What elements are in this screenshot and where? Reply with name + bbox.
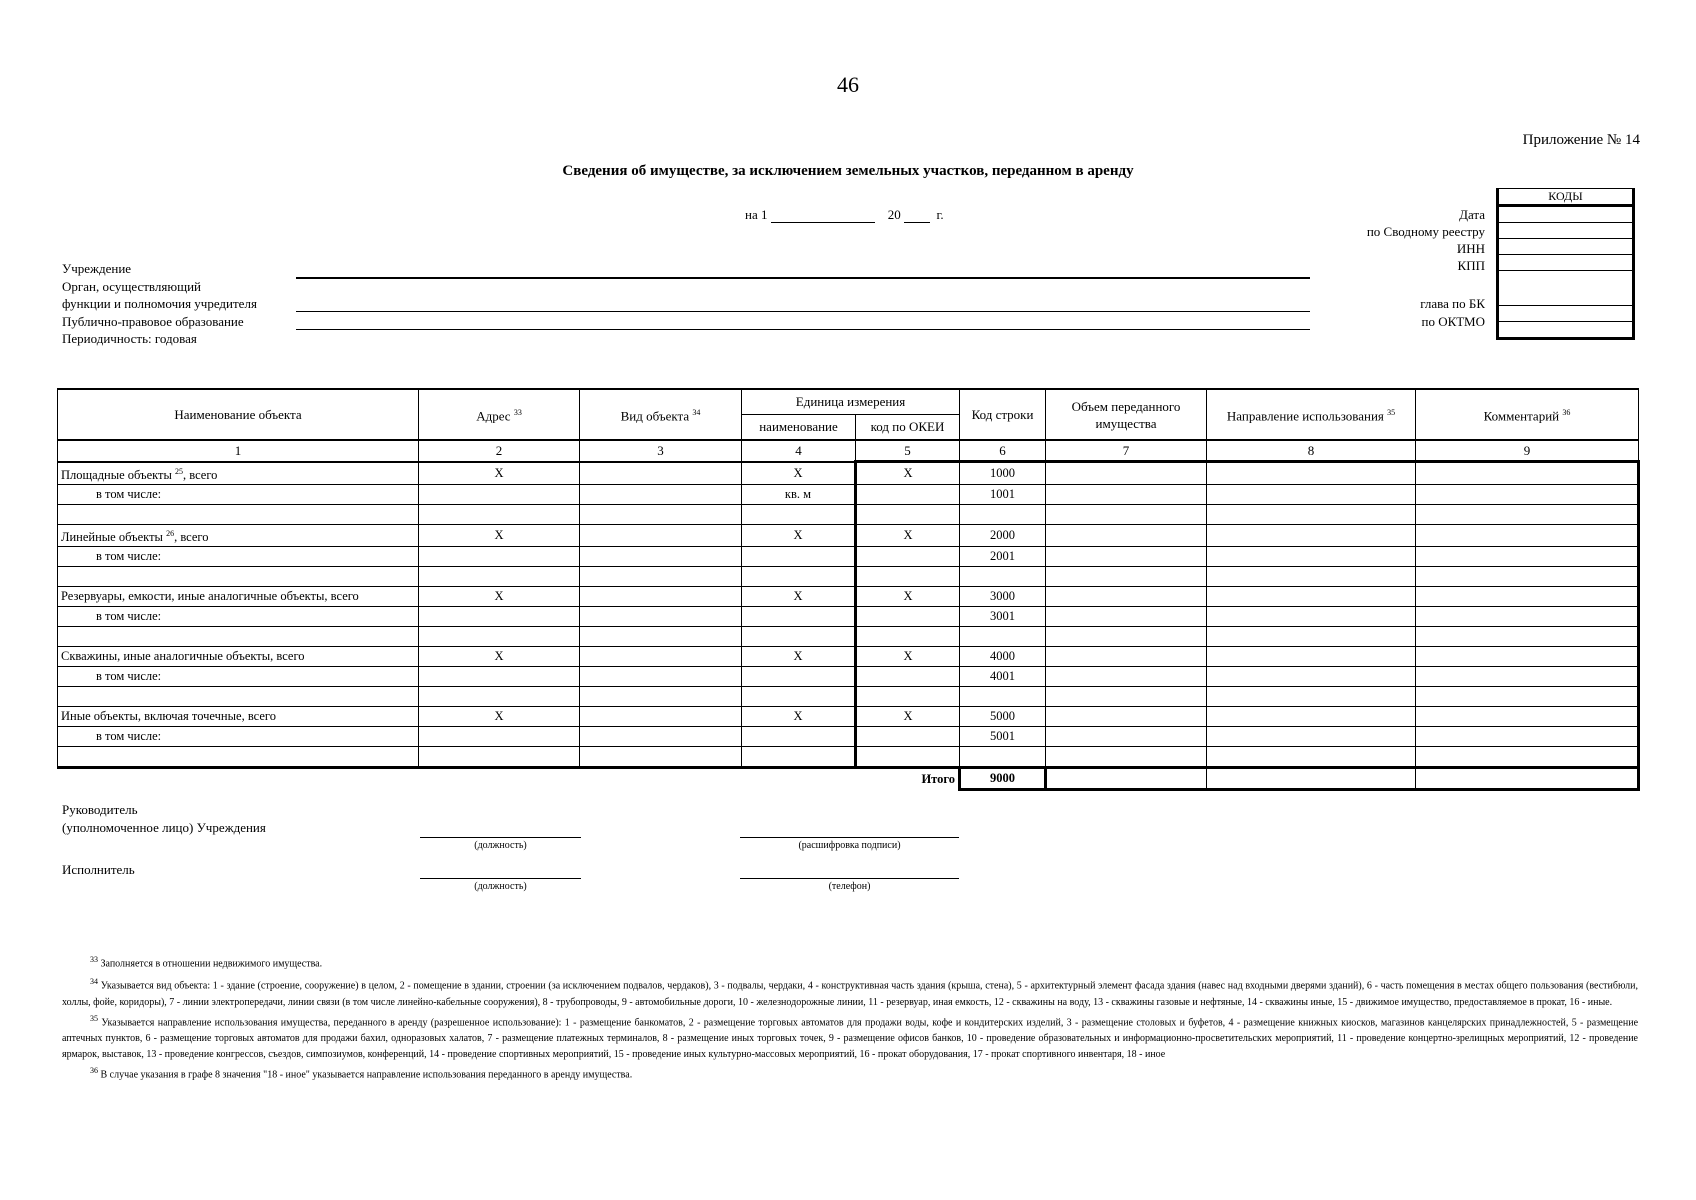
code-label-oktmo: по ОКТМО [1421, 314, 1485, 329]
institution-field[interactable] [296, 277, 1310, 279]
footnote-35: $^{35}$ Указывается направление использования имущества, переданного в аренду (разрешенное использование): 1 - размещение банкоматов, 2 - размещение торговых автоматов для продажи воды, кофе и кондитерских изделий, 3 - размещение столовых и буфетов, 4 - размещение книжных киосков, магазинов канцелярских принадлежностей, 5 - размещение аптечных пунктов, 6 - размещение торговых автоматов для продажи бахил, одноразовых халатов, 7 - размещение платежных терминалов, 8 - размещение иных торговых точек, 9 - размещение офисов банков, 10 - проведение образовательных и информационно-просветительских мероприятий, 11 - проведение концертно-зрелищных мероприятий, 12 - проведение ярмарок, выставок, 13 - проведение конгрессов, съездов, симпозиумов, конференций, 14 - проведение спортивных мероприятий, 15 - проведение иных культурно-массовых мероприятий, 16 - прокат оборудования, 17 - прокат спортивного инвентаря, 18 - иное [62, 1013, 1639, 1060]
row-comment[interactable] [1416, 646, 1639, 666]
row-code: 5001 [960, 726, 1046, 746]
table-row [58, 524, 1639, 546]
row-direction[interactable] [1207, 504, 1416, 524]
row-address[interactable] [419, 686, 580, 706]
row-comment[interactable] [1416, 726, 1639, 746]
footnotes [62, 952, 1638, 1083]
row-unit-code[interactable] [856, 626, 960, 646]
table-row [58, 666, 1639, 686]
date-prefix: на 1 [745, 207, 768, 222]
row-comment[interactable] [1416, 666, 1639, 686]
row-comment[interactable] [1416, 504, 1639, 524]
row-direction[interactable] [1207, 524, 1416, 546]
row-code[interactable] [960, 566, 1046, 586]
property-table [57, 388, 1640, 791]
table-row [58, 504, 1639, 524]
row-code: 1001 [960, 484, 1046, 504]
col-number-3: 3 [580, 440, 742, 462]
total-row [58, 767, 1639, 789]
row-code: 3000 [960, 586, 1046, 606]
row-volume[interactable] [1046, 546, 1207, 566]
row-name: Линейные объекты $^{26}$, всего [58, 524, 419, 546]
col-number-8: 8 [1207, 440, 1416, 462]
table-row [58, 462, 1639, 485]
head-label-line1: Руководитель [62, 802, 138, 817]
code-inn-cell[interactable] [1498, 239, 1634, 255]
row-name[interactable] [58, 686, 419, 706]
header-unit-code: код по ОКЕИ [856, 414, 960, 440]
founder-label-line1: Орган, осуществляющий [62, 279, 201, 294]
row-code[interactable] [960, 626, 1046, 646]
row-code: 1000 [960, 462, 1046, 485]
executor-label: Исполнитель [62, 862, 135, 877]
header-unit: Единица измерения [742, 389, 960, 414]
executor-position-caption: (должность) [474, 881, 527, 892]
row-unit-code[interactable] [856, 666, 960, 686]
row-comment[interactable] [1416, 686, 1639, 706]
row-name[interactable] [58, 626, 419, 646]
row-unit-code[interactable] [856, 686, 960, 706]
row-comment[interactable] [1416, 484, 1639, 504]
row-address: X [419, 586, 580, 606]
head-signature-decode-caption: (расшифровка подписи) [798, 840, 901, 851]
row-direction[interactable] [1207, 666, 1416, 686]
col-number-2: 2 [419, 440, 580, 462]
row-code: 4000 [960, 646, 1046, 666]
row-unit-code: X [856, 646, 960, 666]
codes-box [1496, 188, 1635, 340]
row-comment[interactable] [1416, 606, 1639, 626]
col-number-7: 7 [1046, 440, 1207, 462]
row-name: в том числе: [58, 546, 419, 566]
head-label-line2: (уполномоченное лицо) Учреждения [62, 820, 266, 835]
row-unit-name: X [742, 462, 856, 485]
row-volume[interactable] [1046, 566, 1207, 586]
row-direction[interactable] [1207, 484, 1416, 504]
date-suffix: г. [936, 207, 944, 222]
header-direction: Направление использования $^{35}$ [1207, 389, 1416, 440]
row-name: Резервуары, емкости, иные аналогичные объекты, всего [58, 586, 419, 606]
row-unit-code[interactable] [856, 546, 960, 566]
row-type[interactable] [580, 504, 742, 524]
table-row [58, 606, 1639, 626]
row-volume[interactable] [1046, 726, 1207, 746]
executor-phone-caption: (телефон) [828, 881, 871, 892]
row-type[interactable] [580, 484, 742, 504]
row-unit-name[interactable] [742, 746, 856, 767]
footnote-36: $^{36}$ В случае указания в графе 8 значения "18 - иное" указывается направление использования переданного в аренду имущества. [90, 1065, 633, 1081]
row-unit-name [742, 546, 856, 566]
row-unit-name: кв. м [742, 484, 856, 504]
row-address: X [419, 646, 580, 666]
header-unit-name: наименование [742, 414, 856, 440]
table-row [58, 484, 1639, 504]
row-address[interactable] [419, 566, 580, 586]
row-type[interactable] [580, 626, 742, 646]
row-name: в том числе: [58, 726, 419, 746]
row-address[interactable] [419, 504, 580, 524]
codes-header: КОДЫ [1498, 189, 1634, 206]
col-number-6: 6 [960, 440, 1046, 462]
row-comment[interactable] [1416, 586, 1639, 606]
row-code: 3001 [960, 606, 1046, 626]
row-unit-name: X [742, 586, 856, 606]
row-name[interactable] [58, 566, 419, 586]
row-unit-code: X [856, 462, 960, 485]
table-row [58, 566, 1639, 586]
code-registry-cell[interactable] [1498, 223, 1634, 239]
public-entity-field[interactable] [296, 329, 1310, 330]
date-year-prefix: 20 [887, 207, 901, 222]
row-volume[interactable] [1046, 646, 1207, 666]
row-volume[interactable] [1046, 586, 1207, 606]
row-volume[interactable] [1046, 666, 1207, 686]
row-unit-code[interactable] [856, 484, 960, 504]
row-comment[interactable] [1416, 626, 1639, 646]
table-row [58, 706, 1639, 726]
total-comment[interactable] [1416, 767, 1639, 789]
row-code: 5000 [960, 706, 1046, 726]
row-address[interactable] [419, 606, 580, 626]
total-volume[interactable] [1046, 767, 1207, 789]
public-entity-label: Публично-правовое образование [62, 314, 244, 329]
row-direction[interactable] [1207, 686, 1416, 706]
col-number-5: 5 [856, 440, 960, 462]
row-direction[interactable] [1207, 462, 1416, 485]
row-comment[interactable] [1416, 524, 1639, 546]
row-code: 4001 [960, 666, 1046, 686]
header-comment: Комментарий $^{36}$ [1416, 389, 1639, 440]
header-type: Вид объекта $^{34}$ [580, 389, 742, 440]
executor-phone-field[interactable] [740, 878, 959, 879]
row-volume[interactable] [1046, 746, 1207, 767]
row-unit-name[interactable] [742, 504, 856, 524]
row-comment[interactable] [1416, 746, 1639, 767]
page-number: 46 [837, 72, 859, 97]
row-comment[interactable] [1416, 566, 1639, 586]
row-unit-name: X [742, 646, 856, 666]
table-row [58, 626, 1639, 646]
date-year-field[interactable] [904, 208, 930, 223]
table-row [58, 726, 1639, 746]
row-name: в том числе: [58, 606, 419, 626]
col-number-4: 4 [742, 440, 856, 462]
row-unit-name [742, 666, 856, 686]
row-type[interactable] [580, 746, 742, 767]
row-unit-code: X [856, 706, 960, 726]
row-volume[interactable] [1046, 626, 1207, 646]
footnote-33: $^{33}$ Заполняется в отношении недвижимого имущества. [90, 955, 323, 970]
row-comment[interactable] [1416, 462, 1639, 485]
header-row-code: Код строки [960, 389, 1046, 440]
row-address[interactable] [419, 626, 580, 646]
founder-field[interactable] [296, 311, 1310, 312]
head-signature-decode-field[interactable] [740, 837, 959, 838]
row-address[interactable] [419, 726, 580, 746]
head-position-caption: (должность) [474, 840, 527, 851]
row-direction[interactable] [1207, 546, 1416, 566]
table-row [58, 746, 1639, 767]
row-volume[interactable] [1046, 706, 1207, 726]
row-direction[interactable] [1207, 726, 1416, 746]
row-unit-code[interactable] [856, 606, 960, 626]
table-row [58, 546, 1639, 566]
row-unit-name [742, 606, 856, 626]
row-address: X [419, 462, 580, 485]
row-type[interactable] [580, 726, 742, 746]
row-unit-name: X [742, 524, 856, 546]
row-name: Скважины, иные аналогичные объекты, всего [58, 646, 419, 666]
header-volume: Объем переданного имущества [1046, 389, 1207, 440]
row-type[interactable] [580, 706, 742, 726]
row-address[interactable] [419, 546, 580, 566]
row-comment[interactable] [1416, 546, 1639, 566]
row-volume[interactable] [1046, 524, 1207, 546]
row-unit-name: X [742, 706, 856, 726]
row-type[interactable] [580, 546, 742, 566]
founder-label-line2: функции и полномочия учредителя [62, 296, 257, 311]
row-name[interactable] [58, 504, 419, 524]
row-address[interactable] [419, 666, 580, 686]
row-volume[interactable] [1046, 686, 1207, 706]
total-direction[interactable] [1207, 767, 1416, 789]
row-name: Иные объекты, включая точечные, всего [58, 706, 419, 726]
row-direction[interactable] [1207, 626, 1416, 646]
row-code: 2001 [960, 546, 1046, 566]
row-direction[interactable] [1207, 586, 1416, 606]
periodicity-label: Периодичность: годовая [62, 331, 197, 346]
row-unit-code: X [856, 524, 960, 546]
row-volume[interactable] [1046, 484, 1207, 504]
code-date-cell[interactable] [1498, 206, 1634, 223]
table-row [58, 646, 1639, 666]
row-code[interactable] [960, 746, 1046, 767]
row-code[interactable] [960, 686, 1046, 706]
report-date-line [745, 207, 944, 223]
code-label-budget-chapter: глава по БК [1420, 296, 1485, 311]
header-address: Адрес $^{33}$ [419, 389, 580, 440]
executor-position-field[interactable] [420, 878, 581, 879]
row-direction[interactable] [1207, 566, 1416, 586]
head-position-field[interactable] [420, 837, 581, 838]
table-row [58, 586, 1639, 606]
row-name: Площадные объекты $^{25}$, всего [58, 462, 419, 485]
row-address[interactable] [419, 484, 580, 504]
row-direction[interactable] [1207, 706, 1416, 726]
table-row [58, 686, 1639, 706]
code-label-registry: по Сводному реестру [1366, 224, 1485, 239]
row-volume[interactable] [1046, 504, 1207, 524]
row-type[interactable] [580, 462, 742, 485]
row-name: в том числе: [58, 484, 419, 504]
row-unit-code[interactable] [856, 726, 960, 746]
header-name: Наименование объекта [58, 389, 419, 440]
total-label: Итого [921, 771, 956, 786]
total-code: 9000 [960, 767, 1046, 789]
code-budget-chapter-cell[interactable] [1498, 271, 1634, 306]
row-comment[interactable] [1416, 706, 1639, 726]
row-unit-name [742, 726, 856, 746]
row-type[interactable] [580, 566, 742, 586]
row-unit-name[interactable] [742, 626, 856, 646]
row-name[interactable] [58, 746, 419, 767]
code-label-kpp: КПП [1457, 258, 1485, 273]
row-address: X [419, 524, 580, 546]
date-day-month-field[interactable] [771, 208, 875, 223]
row-type[interactable] [580, 646, 742, 666]
row-address: X [419, 706, 580, 726]
col-number-1: 1 [58, 440, 419, 462]
row-unit-code[interactable] [856, 746, 960, 767]
row-unit-code[interactable] [856, 566, 960, 586]
footnote-34: $^{34}$ Указывается вид объекта: 1 - здание (строение, сооружение) в целом, 2 - помещение в здании, строении (за исключением подвалов, чердаков), 3 - подвалы, чердаки, 4 - конструктивная часть здания (крыша, стена), 5 - архитектурный элемент фасада здания (навес над входными дверями зданий), 6 - часть помещения в местах общего пользования (вестибюли, холлы, фойе, коридоры), 7 - линии электропередачи, линии связи (в том числе линейно-кабельные сооружения), 8 - трубопроводы, 9 - автомобильные дороги, 10 - железнодорожные линии, 11 - резервуар, иная емкость, 12 - скважины на воду, 13 - скважины газовые и нефтяные, 14 - скважины иные, 15 - движимое имущество, предоставляемое в прокат, 16 - иные. [62, 977, 1639, 1008]
row-address[interactable] [419, 746, 580, 767]
form-title: Сведения об имуществе, за исключением земельных участков, переданном в аренду [562, 163, 1134, 179]
row-unit-name[interactable] [742, 566, 856, 586]
row-type[interactable] [580, 586, 742, 606]
row-type[interactable] [580, 686, 742, 706]
row-unit-code[interactable] [856, 504, 960, 524]
code-label-date: Дата [1459, 207, 1485, 222]
institution-label: Учреждение [62, 261, 132, 276]
row-type[interactable] [580, 666, 742, 686]
row-type[interactable] [580, 524, 742, 546]
row-direction[interactable] [1207, 646, 1416, 666]
code-kpp-cell[interactable] [1498, 255, 1634, 271]
row-volume[interactable] [1046, 462, 1207, 485]
code-oktmo-cell[interactable] [1498, 306, 1634, 322]
row-direction[interactable] [1207, 606, 1416, 626]
row-name: в том числе: [58, 666, 419, 686]
code-label-inn: ИНН [1456, 241, 1485, 256]
row-volume[interactable] [1046, 606, 1207, 626]
row-unit-code: X [856, 586, 960, 606]
appendix-label: Приложение № 14 [1522, 132, 1640, 148]
row-type[interactable] [580, 606, 742, 626]
row-direction[interactable] [1207, 746, 1416, 767]
row-unit-name[interactable] [742, 686, 856, 706]
row-code: 2000 [960, 524, 1046, 546]
code-extra-cell[interactable] [1498, 322, 1634, 339]
col-number-9: 9 [1416, 440, 1639, 462]
row-code[interactable] [960, 504, 1046, 524]
